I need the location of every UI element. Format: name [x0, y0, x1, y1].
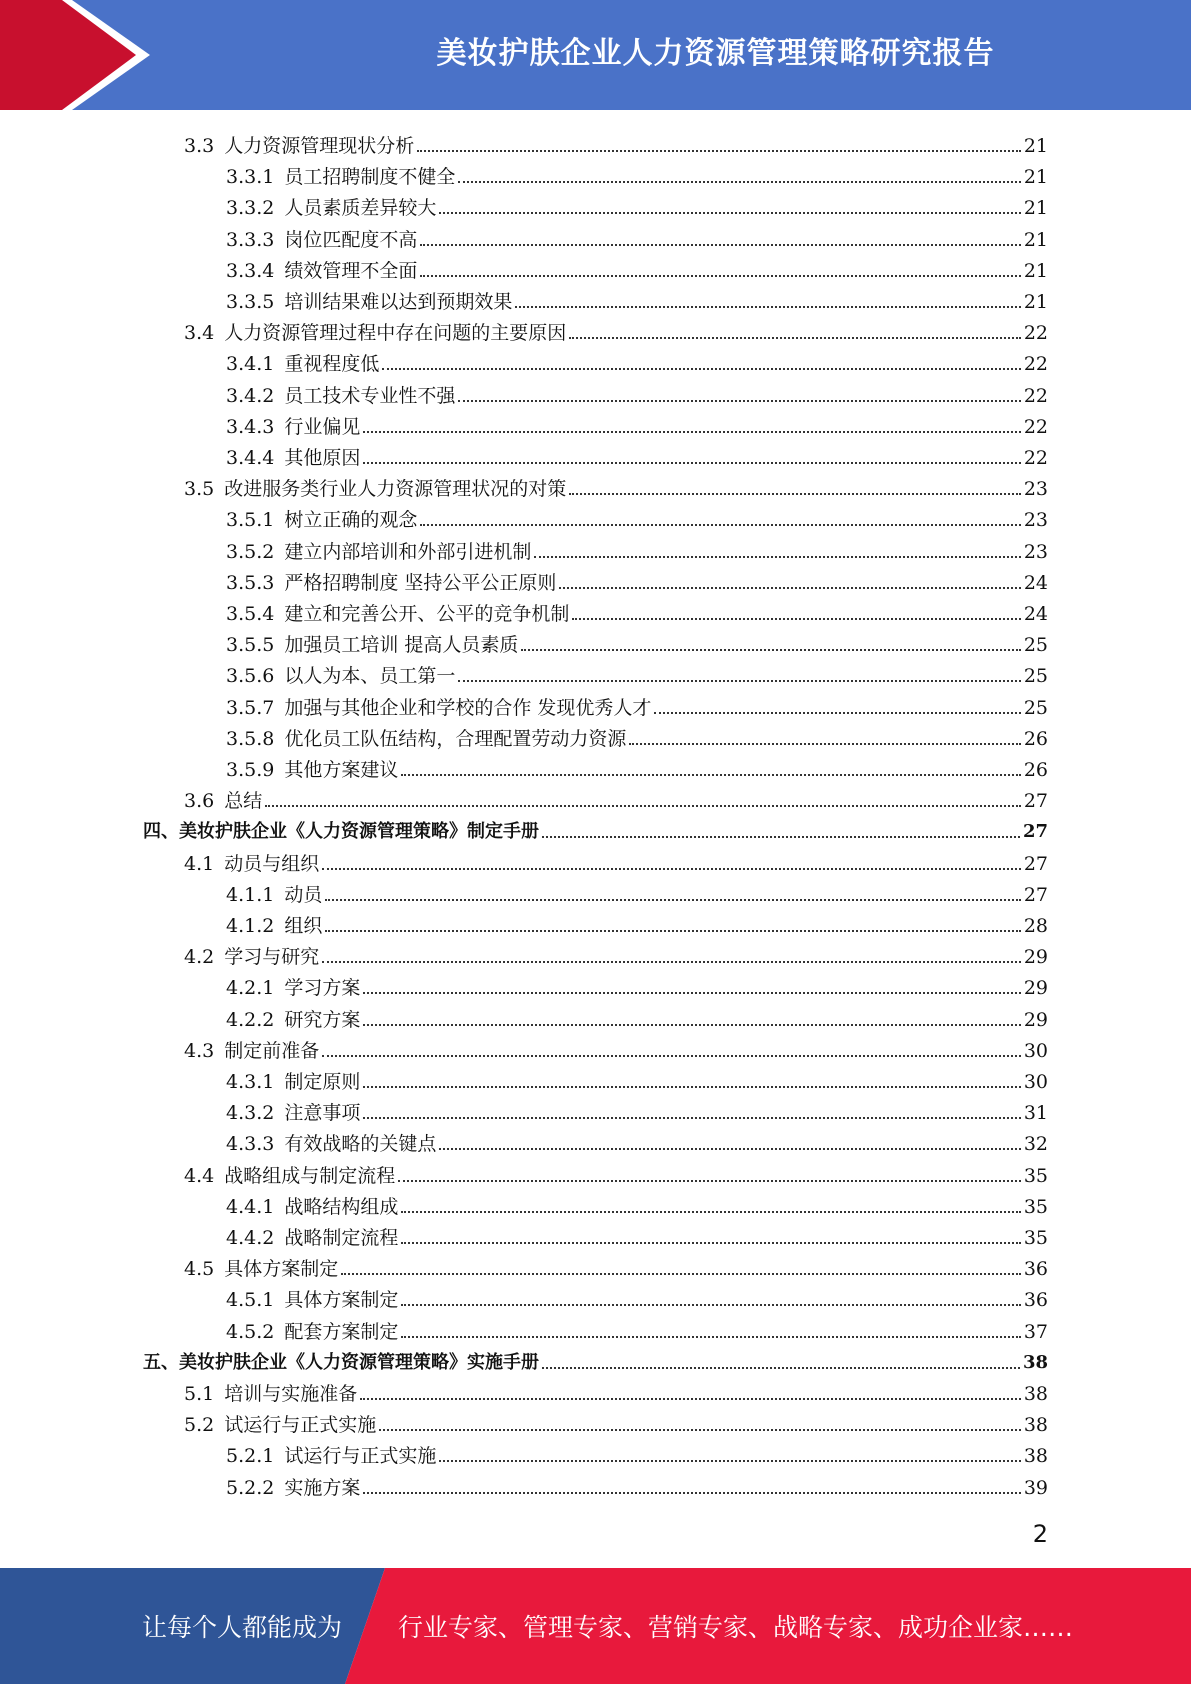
toc-entry[interactable]: [226, 283, 1048, 314]
toc-dot-leader: [521, 649, 1020, 651]
toc-entry-page: 27: [1022, 821, 1048, 843]
toc-entry-page: 39: [1023, 1476, 1048, 1499]
toc-entry-page: 21: [1023, 291, 1048, 313]
toc-entry-number: 3.5.6: [226, 665, 275, 688]
toc-entry[interactable]: [226, 907, 1048, 938]
toc-entry-number: 3.3.3: [226, 228, 275, 251]
toc-dot-leader: [572, 618, 1020, 620]
toc-entry-number: 3.4.2: [226, 384, 275, 407]
toc-entry-number: 4.4.1: [226, 1195, 275, 1218]
toc-entry-page: 32: [1023, 1133, 1048, 1156]
toc-dot-leader: [420, 244, 1020, 246]
toc-entry[interactable]: [184, 1375, 1048, 1406]
toc-entry-page: 30: [1023, 1039, 1048, 1062]
toc-entry-title: 试运行与正式实施: [224, 1414, 377, 1437]
toc-chapter-entry[interactable]: [143, 1344, 1048, 1375]
toc-entry-number: 4.1.2: [226, 915, 275, 937]
toc-dot-leader: [542, 836, 1020, 838]
toc-entry-title: 加强员工培训 提高人员素质: [284, 634, 519, 657]
toc-entry-number: 5.2.2: [226, 1476, 275, 1499]
toc-entry[interactable]: [184, 127, 1048, 158]
toc-entry-number: 4.3.2: [226, 1102, 275, 1125]
toc-entry[interactable]: [226, 1313, 1048, 1344]
toc-entry-title: 制定原则: [284, 1071, 361, 1093]
toc-entry-number: 3.3.5: [226, 291, 275, 313]
toc-chapter-entry[interactable]: [143, 813, 1048, 844]
toc-entry-title: 美妆护肤企业《人力资源管理策略》实施手册: [179, 1351, 539, 1373]
footer-slogan-right: 行业专家、管理专家、营销专家、战略专家、成功企业家……: [398, 1613, 1074, 1642]
toc-entry-page: 25: [1023, 634, 1048, 657]
toc-entry-title: 其他方案建议: [284, 759, 399, 781]
toc-entry-page: 21: [1023, 197, 1048, 220]
toc-entry-number: 4.2.1: [226, 977, 275, 1000]
toc-entry-page: 27: [1023, 790, 1048, 813]
toc-entry-number: 3.5.3: [226, 571, 275, 594]
page-number: 2: [1032, 1520, 1048, 1548]
page-footer: [0, 1568, 1191, 1684]
toc-entry[interactable]: [226, 689, 1048, 720]
toc-entry-title: 人员素质差异较大: [284, 197, 437, 220]
toc-dot-leader: [325, 930, 1020, 932]
toc-entry-page: 38: [1022, 1351, 1048, 1373]
toc-entry-number: 3.5.7: [226, 696, 275, 719]
toc-entry-title: 具体方案制定: [284, 1289, 399, 1312]
toc-dot-leader: [322, 868, 1021, 870]
toc-dot-leader: [363, 431, 1020, 433]
toc-entry-number: 4.1.1: [226, 883, 275, 906]
toc-entry-page: 38: [1023, 1445, 1048, 1468]
toc-entry-title: 建立内部培训和外部引进机制: [284, 540, 532, 563]
toc-entry-number: 四、: [143, 821, 179, 843]
toc-entry[interactable]: [226, 564, 1048, 595]
toc-entry-number: 3.5.5: [226, 634, 275, 657]
toc-dot-leader: [401, 1211, 1020, 1213]
toc-entry[interactable]: [226, 657, 1048, 688]
toc-entry-page: 25: [1023, 696, 1048, 719]
toc-entry-number: 3.3.4: [226, 259, 275, 282]
toc-dot-leader: [629, 743, 1020, 745]
toc-entry[interactable]: [226, 1437, 1048, 1468]
toc-entry-title: 培训结果难以达到预期效果: [284, 291, 513, 313]
toc-entry[interactable]: [226, 533, 1048, 564]
toc-entry-page: 21: [1023, 228, 1048, 251]
toc-entry[interactable]: [184, 1157, 1048, 1188]
toc-dot-leader: [458, 181, 1020, 183]
toc-entry-title: 严格招聘制度 坚持公平公正原则: [284, 571, 557, 594]
toc-entry-title: 组织: [284, 915, 323, 937]
toc-entry[interactable]: [226, 1188, 1048, 1219]
toc-entry-page: 36: [1023, 1258, 1048, 1281]
toc-dot-leader: [363, 1024, 1020, 1026]
toc-dot-leader: [534, 556, 1020, 558]
toc-entry-title: 以人为本、员工第一: [284, 665, 456, 688]
toc-dot-leader: [559, 587, 1020, 589]
toc-entry[interactable]: [226, 1063, 1048, 1094]
toc-entry-page: 23: [1023, 540, 1048, 563]
toc-entry-number: 4.5.1: [226, 1289, 275, 1312]
toc-entry-page: 21: [1023, 135, 1048, 157]
toc-entry[interactable]: [226, 1001, 1048, 1032]
toc-entry-number: 4.3.3: [226, 1133, 275, 1156]
toc-dot-leader: [515, 306, 1020, 308]
toc-entry[interactable]: [226, 158, 1048, 189]
toc-entry[interactable]: [226, 876, 1048, 907]
toc-entry-page: 37: [1023, 1320, 1048, 1343]
toc-entry-number: 4.3.1: [226, 1071, 275, 1093]
toc-entry-page: 28: [1023, 915, 1048, 937]
toc-entry-title: 优化员工队伍结构，合理配置劳动力资源: [284, 727, 627, 750]
toc-entry[interactable]: [226, 501, 1048, 532]
toc-entry-number: 3.4.3: [226, 415, 275, 438]
toc-entry-number: 4.2: [184, 946, 215, 969]
toc-entry-title: 注意事项: [284, 1102, 361, 1125]
toc-entry-title: 员工招聘制度不健全: [284, 166, 456, 189]
toc-entry-page: 29: [1023, 946, 1048, 969]
toc-entry[interactable]: [184, 470, 1048, 501]
toc-entry[interactable]: [226, 1219, 1048, 1250]
toc-entry-title: 动员与组织: [224, 852, 320, 875]
toc-entry-page: 38: [1023, 1414, 1048, 1437]
toc-entry-number: 4.2.2: [226, 1008, 275, 1031]
toc-entry-page: 26: [1023, 759, 1048, 781]
toc-dot-leader: [401, 774, 1020, 776]
toc-entry-page: 29: [1023, 977, 1048, 1000]
toc-entry-title: 配套方案制定: [284, 1320, 399, 1343]
toc-entry-number: 5.1: [184, 1383, 215, 1405]
toc-entry-title: 重视程度低: [284, 353, 380, 376]
toc-entry-number: 五、: [143, 1351, 179, 1373]
toc-entry-page: 35: [1023, 1195, 1048, 1218]
toc-entry-number: 3.5: [184, 478, 215, 501]
toc-dot-leader: [363, 1086, 1020, 1088]
toc-entry-number: 5.2.1: [226, 1445, 275, 1468]
toc-entry-number: 3.4.1: [226, 353, 275, 376]
toc-entry-number: 3.4: [184, 322, 215, 345]
toc-entry-title: 实施方案: [284, 1476, 361, 1499]
toc-dot-leader: [341, 1273, 1021, 1275]
toc-entry-number: 3.3: [184, 135, 215, 157]
toc-entry-number: 3.5.2: [226, 540, 275, 563]
toc-entry[interactable]: [184, 845, 1048, 876]
toc-entry-number: 3.6: [184, 790, 215, 813]
toc-entry-page: 36: [1023, 1289, 1048, 1312]
toc-entry-page: 22: [1023, 353, 1048, 376]
toc-entry[interactable]: [226, 969, 1048, 1000]
toc-entry-title: 试运行与正式实施: [284, 1445, 437, 1468]
page-header: [0, 0, 1191, 110]
toc-entry[interactable]: [226, 1281, 1048, 1312]
toc-entry-title: 具体方案制定: [224, 1258, 339, 1281]
toc-dot-leader: [439, 212, 1020, 214]
toc-entry[interactable]: [226, 345, 1048, 376]
toc-entry-page: 27: [1023, 883, 1048, 906]
toc-dot-leader: [439, 1148, 1020, 1150]
toc-entry-title: 人力资源管理过程中存在问题的主要原因: [224, 322, 567, 345]
toc-entry[interactable]: [226, 252, 1048, 283]
toc-entry[interactable]: [226, 189, 1048, 220]
toc-entry-number: 3.5.9: [226, 759, 275, 781]
toc-entry-page: 22: [1023, 384, 1048, 407]
toc-dot-leader: [569, 493, 1021, 495]
toc-dot-leader: [360, 1398, 1021, 1400]
toc-entry-page: 22: [1023, 322, 1048, 345]
toc-entry-page: 23: [1023, 509, 1048, 532]
toc-dot-leader: [363, 1492, 1020, 1494]
toc-entry[interactable]: [226, 626, 1048, 657]
toc-entry-page: 24: [1023, 603, 1048, 625]
document-title: 美妆护肤企业人力资源管理策略研究报告: [436, 36, 995, 71]
toc-entry-title: 绩效管理不全面: [284, 259, 418, 282]
toc-entry-page: 29: [1023, 1008, 1048, 1031]
toc-dot-leader: [542, 1367, 1020, 1369]
toc-dot-leader: [322, 1055, 1021, 1057]
toc-entry[interactable]: [226, 408, 1048, 439]
toc-entry-number: 4.3: [184, 1039, 215, 1062]
toc-entry-page: 25: [1023, 665, 1048, 688]
toc-entry[interactable]: [226, 1125, 1048, 1156]
toc-entry-title: 培训与实施准备: [224, 1383, 358, 1405]
toc-entry-title: 建立和完善公开、公平的竞争机制: [284, 603, 570, 625]
toc-entry-page: 21: [1023, 259, 1048, 282]
toc-dot-leader: [420, 275, 1020, 277]
toc-dot-leader: [363, 462, 1020, 464]
toc-entry-title: 制定前准备: [224, 1039, 320, 1062]
toc-entry-page: 30: [1023, 1071, 1048, 1093]
toc-entry-title: 动员: [284, 883, 323, 906]
toc-entry[interactable]: [184, 314, 1048, 345]
toc-dot-leader: [401, 1336, 1020, 1338]
toc-entry-title: 人力资源管理现状分析: [224, 135, 415, 157]
toc-entry-page: 35: [1023, 1164, 1048, 1187]
toc-dot-leader: [382, 368, 1020, 370]
toc-entry[interactable]: [184, 782, 1048, 813]
toc-entry[interactable]: [184, 1250, 1048, 1281]
toc-entry-title: 战略制定流程: [284, 1227, 399, 1249]
toc-dot-leader: [439, 1460, 1020, 1462]
toc-entry[interactable]: [184, 1032, 1048, 1063]
toc-entry-title: 美妆护肤企业《人力资源管理策略》制定手册: [179, 821, 539, 843]
toc-entry[interactable]: [226, 1469, 1048, 1500]
toc-entry-title: 战略结构组成: [284, 1195, 399, 1218]
toc-dot-leader: [569, 337, 1021, 339]
toc-dot-leader: [401, 1304, 1020, 1306]
toc-entry-title: 研究方案: [284, 1008, 361, 1031]
toc-entry[interactable]: [184, 938, 1048, 969]
toc-entry-title: 学习方案: [284, 977, 361, 1000]
toc-entry-page: 31: [1023, 1102, 1048, 1125]
toc-entry-number: 3.3.2: [226, 197, 275, 220]
toc-dot-leader: [325, 899, 1020, 901]
toc-dot-leader: [363, 1117, 1020, 1119]
toc-dot-leader: [401, 1242, 1020, 1244]
toc-entry[interactable]: [226, 595, 1048, 626]
toc-entry-page: 26: [1023, 727, 1048, 750]
toc-entry-number: 4.5: [184, 1258, 215, 1281]
toc-entry-number: 4.1: [184, 852, 215, 875]
toc-entry-page: 22: [1023, 447, 1048, 469]
toc-entry-title: 学习与研究: [224, 946, 320, 969]
toc-dot-leader: [265, 805, 1021, 807]
toc-entry-title: 树立正确的观念: [284, 509, 418, 532]
toc-entry-number: 3.3.1: [226, 166, 275, 189]
toc-dot-leader: [458, 400, 1020, 402]
toc-entry-title: 加强与其他企业和学校的合作 发现优秀人才: [284, 696, 652, 719]
toc-entry-title: 总结: [224, 790, 263, 813]
toc-entry-number: 3.5.8: [226, 727, 275, 750]
toc-entry-title: 岗位匹配度不高: [284, 228, 418, 251]
toc-entry-page: 23: [1023, 478, 1048, 501]
toc-entry[interactable]: [226, 720, 1048, 751]
toc-entry[interactable]: [226, 751, 1048, 782]
toc-entry[interactable]: [226, 221, 1048, 252]
toc-entry-page: 21: [1023, 166, 1048, 189]
toc-entry-number: 4.4.2: [226, 1227, 275, 1249]
toc-entry-title: 其他原因: [284, 447, 361, 469]
toc-dot-leader: [654, 712, 1020, 714]
toc-entry-title: 员工技术专业性不强: [284, 384, 456, 407]
toc-entry-title: 改进服务类行业人力资源管理状况的对策: [224, 478, 567, 501]
toc-entry[interactable]: [184, 1406, 1048, 1437]
toc-entry-number: 3.4.4: [226, 447, 275, 469]
toc-entry-page: 22: [1023, 415, 1048, 438]
toc-entry-number: 3.5.1: [226, 509, 275, 532]
toc-entry-page: 35: [1023, 1227, 1048, 1249]
toc-dot-leader: [322, 961, 1021, 963]
toc-dot-leader: [458, 680, 1020, 682]
toc-entry-page: 24: [1023, 571, 1048, 594]
toc-dot-leader: [417, 150, 1021, 152]
toc-entry-number: 4.5.2: [226, 1320, 275, 1343]
toc-dot-leader: [420, 524, 1020, 526]
toc-dot-leader: [363, 992, 1020, 994]
toc-entry[interactable]: [226, 377, 1048, 408]
footer-slogan-left: 让每个人都能成为: [142, 1613, 343, 1642]
toc-entry-number: 5.2: [184, 1414, 215, 1437]
toc-entry-number: 4.4: [184, 1164, 215, 1187]
toc-entry-title: 行业偏见: [284, 415, 361, 438]
toc-dot-leader: [379, 1429, 1021, 1431]
toc-entry-page: 27: [1023, 852, 1048, 875]
toc-entry-page: 38: [1023, 1383, 1048, 1405]
toc-dot-leader: [398, 1180, 1021, 1182]
toc-entry-number: 3.5.4: [226, 603, 275, 625]
toc-entry-title: 战略组成与制定流程: [224, 1164, 396, 1187]
toc-entry[interactable]: [226, 439, 1048, 470]
toc-entry-title: 有效战略的关键点: [284, 1133, 437, 1156]
toc-entry[interactable]: [226, 1094, 1048, 1125]
